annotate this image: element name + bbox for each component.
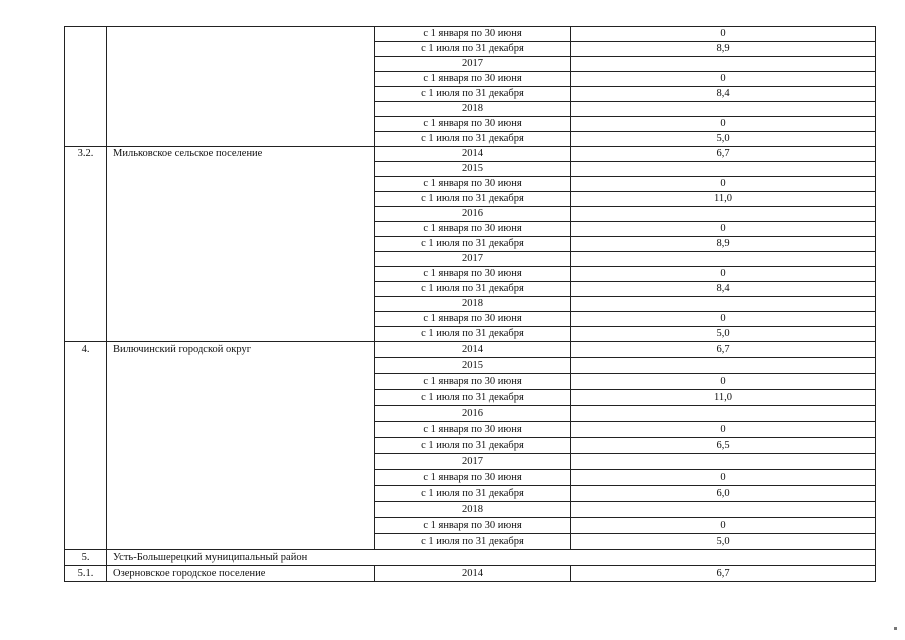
period-cell: с 1 января по 30 июня: [375, 177, 571, 192]
year-cell: 2018: [375, 297, 571, 312]
section-number: 5.: [65, 550, 107, 566]
value-cell: 0: [571, 312, 876, 327]
section-number: 4.: [65, 342, 107, 550]
value-cell: 0: [571, 177, 876, 192]
period-cell: с 1 июля по 31 декабря: [375, 438, 571, 454]
year-cell: 2017: [375, 57, 571, 72]
year-cell: 2016: [375, 207, 571, 222]
value-cell: [571, 502, 876, 518]
section-name: Усть-Большерецкий муниципальный район: [107, 550, 876, 566]
value-cell: 5,0: [571, 534, 876, 550]
period-cell: с 1 июля по 31 декабря: [375, 486, 571, 502]
period-cell: с 1 июля по 31 декабря: [375, 237, 571, 252]
table-row: [65, 566, 876, 582]
period-cell: с 1 июля по 31 декабря: [375, 192, 571, 207]
table-row: [65, 27, 876, 42]
period-cell: с 1 июля по 31 декабря: [375, 282, 571, 297]
section-name: Мильковское сельское поселение: [107, 147, 375, 342]
value-cell: 0: [571, 117, 876, 132]
period-cell: с 1 января по 30 июня: [375, 374, 571, 390]
row-number-cell: [65, 27, 107, 147]
value-cell: 8,9: [571, 237, 876, 252]
value-cell: 8,9: [571, 42, 876, 57]
value-cell: 0: [571, 72, 876, 87]
value-cell: 0: [571, 374, 876, 390]
year-cell: 2014: [375, 566, 571, 582]
period-cell: с 1 января по 30 июня: [375, 27, 571, 42]
year-cell: 2014: [375, 147, 571, 162]
value-cell: [571, 252, 876, 267]
table-row: [65, 550, 876, 566]
period-cell: с 1 июля по 31 декабря: [375, 87, 571, 102]
year-cell: 2017: [375, 252, 571, 267]
year-cell: 2014: [375, 342, 571, 358]
section-number: 3.2.: [65, 147, 107, 342]
value-cell: 8,4: [571, 282, 876, 297]
value-cell: [571, 102, 876, 117]
value-cell: [571, 454, 876, 470]
value-cell: 6,0: [571, 486, 876, 502]
value-cell: 6,7: [571, 342, 876, 358]
period-cell: с 1 июля по 31 декабря: [375, 132, 571, 147]
year-cell: 2015: [375, 162, 571, 177]
value-cell: [571, 207, 876, 222]
period-cell: с 1 января по 30 июня: [375, 117, 571, 132]
period-cell: с 1 января по 30 июня: [375, 312, 571, 327]
period-cell: с 1 января по 30 июня: [375, 72, 571, 87]
year-cell: 2017: [375, 454, 571, 470]
year-cell: 2016: [375, 406, 571, 422]
value-cell: 8,4: [571, 87, 876, 102]
period-cell: с 1 января по 30 июня: [375, 222, 571, 237]
period-cell: с 1 января по 30 июня: [375, 518, 571, 534]
value-cell: 0: [571, 422, 876, 438]
section-name: Вилючинский городской округ: [107, 342, 375, 550]
year-cell: 2018: [375, 102, 571, 117]
scan-speck: [894, 627, 897, 630]
value-cell: 6,7: [571, 147, 876, 162]
value-cell: [571, 162, 876, 177]
value-cell: [571, 406, 876, 422]
row-name-cell: [107, 27, 375, 147]
value-cell: 0: [571, 222, 876, 237]
section-number: 5.1.: [65, 566, 107, 582]
value-cell: [571, 57, 876, 72]
value-cell: 0: [571, 518, 876, 534]
period-cell: с 1 января по 30 июня: [375, 470, 571, 486]
value-cell: 5,0: [571, 327, 876, 342]
value-cell: 0: [571, 470, 876, 486]
period-cell: с 1 июля по 31 декабря: [375, 390, 571, 406]
period-cell: с 1 июля по 31 декабря: [375, 534, 571, 550]
value-cell: [571, 358, 876, 374]
value-cell: 0: [571, 267, 876, 282]
value-cell: 11,0: [571, 192, 876, 207]
table-row: [65, 342, 876, 358]
value-cell: 5,0: [571, 132, 876, 147]
value-cell: 0: [571, 27, 876, 42]
value-cell: 6,7: [571, 566, 876, 582]
value-cell: [571, 297, 876, 312]
period-cell: с 1 июля по 31 декабря: [375, 42, 571, 57]
value-cell: 6,5: [571, 438, 876, 454]
period-cell: с 1 января по 30 июня: [375, 267, 571, 282]
year-cell: 2015: [375, 358, 571, 374]
table-row: [65, 147, 876, 162]
year-cell: 2018: [375, 502, 571, 518]
period-cell: с 1 января по 30 июня: [375, 422, 571, 438]
value-cell: 11,0: [571, 390, 876, 406]
tariff-table: [64, 26, 876, 582]
section-name: Озерновское городское поселение: [107, 566, 375, 582]
period-cell: с 1 июля по 31 декабря: [375, 327, 571, 342]
